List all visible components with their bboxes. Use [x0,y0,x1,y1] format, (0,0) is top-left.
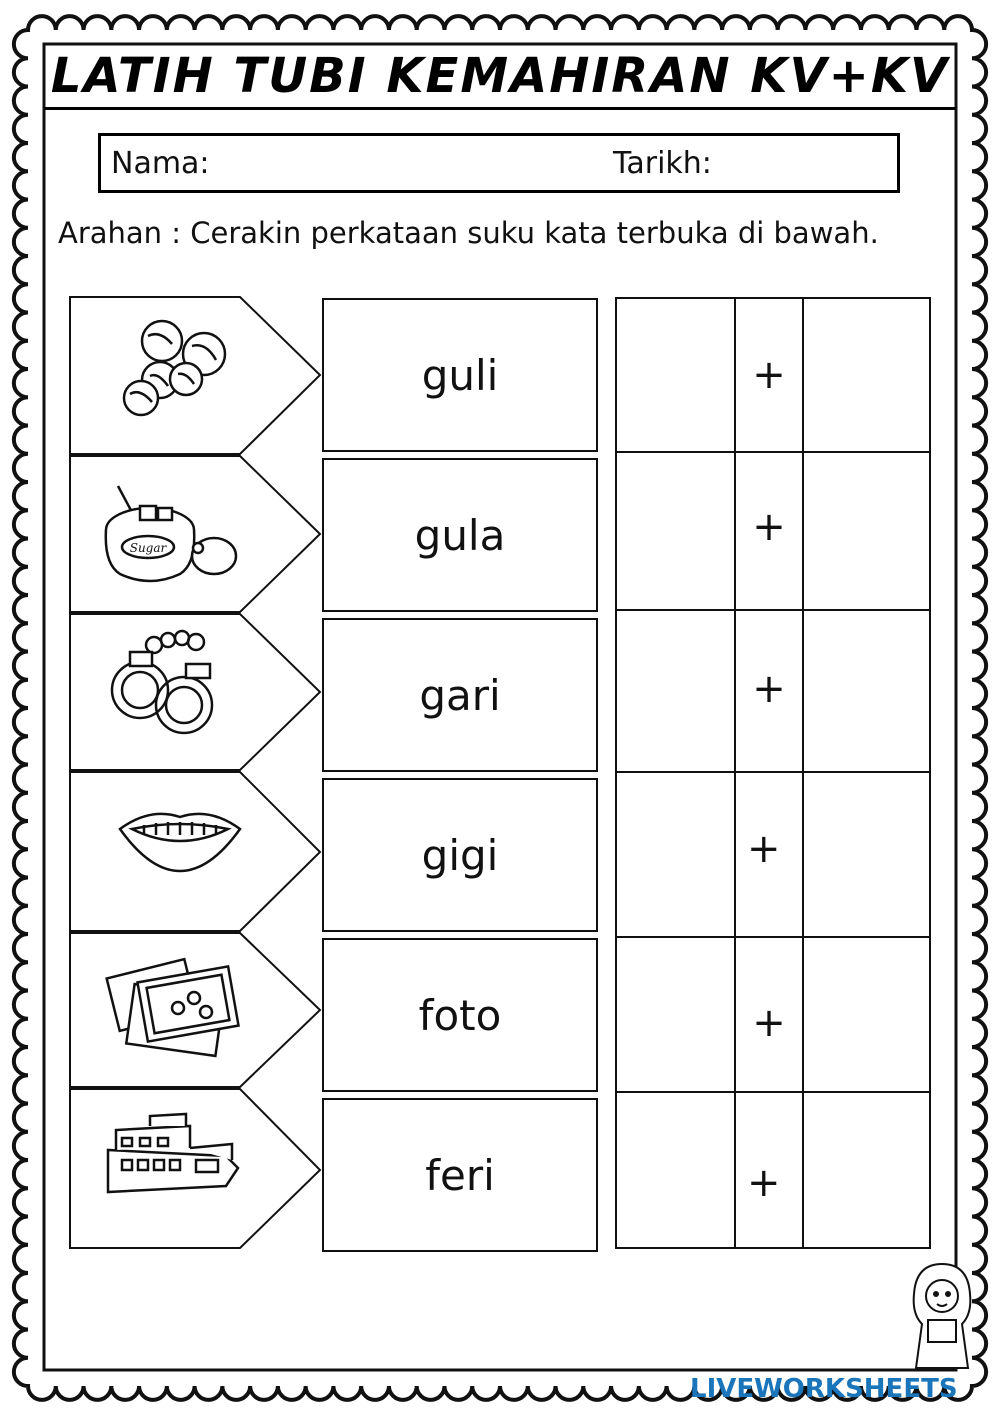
word-box: gari [322,618,598,772]
liveworksheets-logo: LIVEWORKSHEETS [690,1374,958,1404]
syllable-answer-1[interactable] [616,454,735,608]
plus-sign: + [735,772,803,926]
sugar-label: Sugar [129,541,167,555]
syllable-answer-1[interactable] [616,612,735,766]
syllable-answer-1[interactable] [616,772,735,926]
word-box: foto [322,938,598,1092]
instruction-text: Arahan : Cerakin perkataan suku kata terbuka di bawah. [58,216,879,250]
plus-sign: + [735,612,803,766]
answer-row [616,1092,930,1246]
word-box: feri [322,1098,598,1252]
syllable-answer-2[interactable] [803,612,930,766]
answer-row [616,772,930,926]
plus-sign: + [735,298,803,452]
plus-sign: + [735,1092,803,1246]
syllable-answer-1[interactable] [616,298,735,452]
syllable-answer-2[interactable] [803,938,930,1092]
word-box: guli [322,298,598,452]
tarikh-label: Tarikh: [613,146,712,181]
syllable-answer-1[interactable] [616,938,735,1092]
answer-row [616,298,930,452]
plus-sign: + [735,938,803,1092]
answer-row [616,938,930,1092]
word-box: gigi [322,778,598,932]
syllable-answer-2[interactable] [803,298,930,452]
syllable-answer-2[interactable] [803,772,930,926]
nama-label: Nama: [111,146,210,181]
answer-row [616,454,930,608]
syllable-answer-2[interactable] [803,454,930,608]
plus-sign: + [735,454,803,608]
worksheet-title: LATIH TUBI KEMAHIRAN KV+KV [50,48,950,104]
syllable-answer-1[interactable] [616,1092,735,1246]
syllable-answer-2[interactable] [803,1092,930,1246]
word-box: gula [322,458,598,612]
answer-row [616,612,930,766]
mascot-illustration [900,1256,984,1376]
